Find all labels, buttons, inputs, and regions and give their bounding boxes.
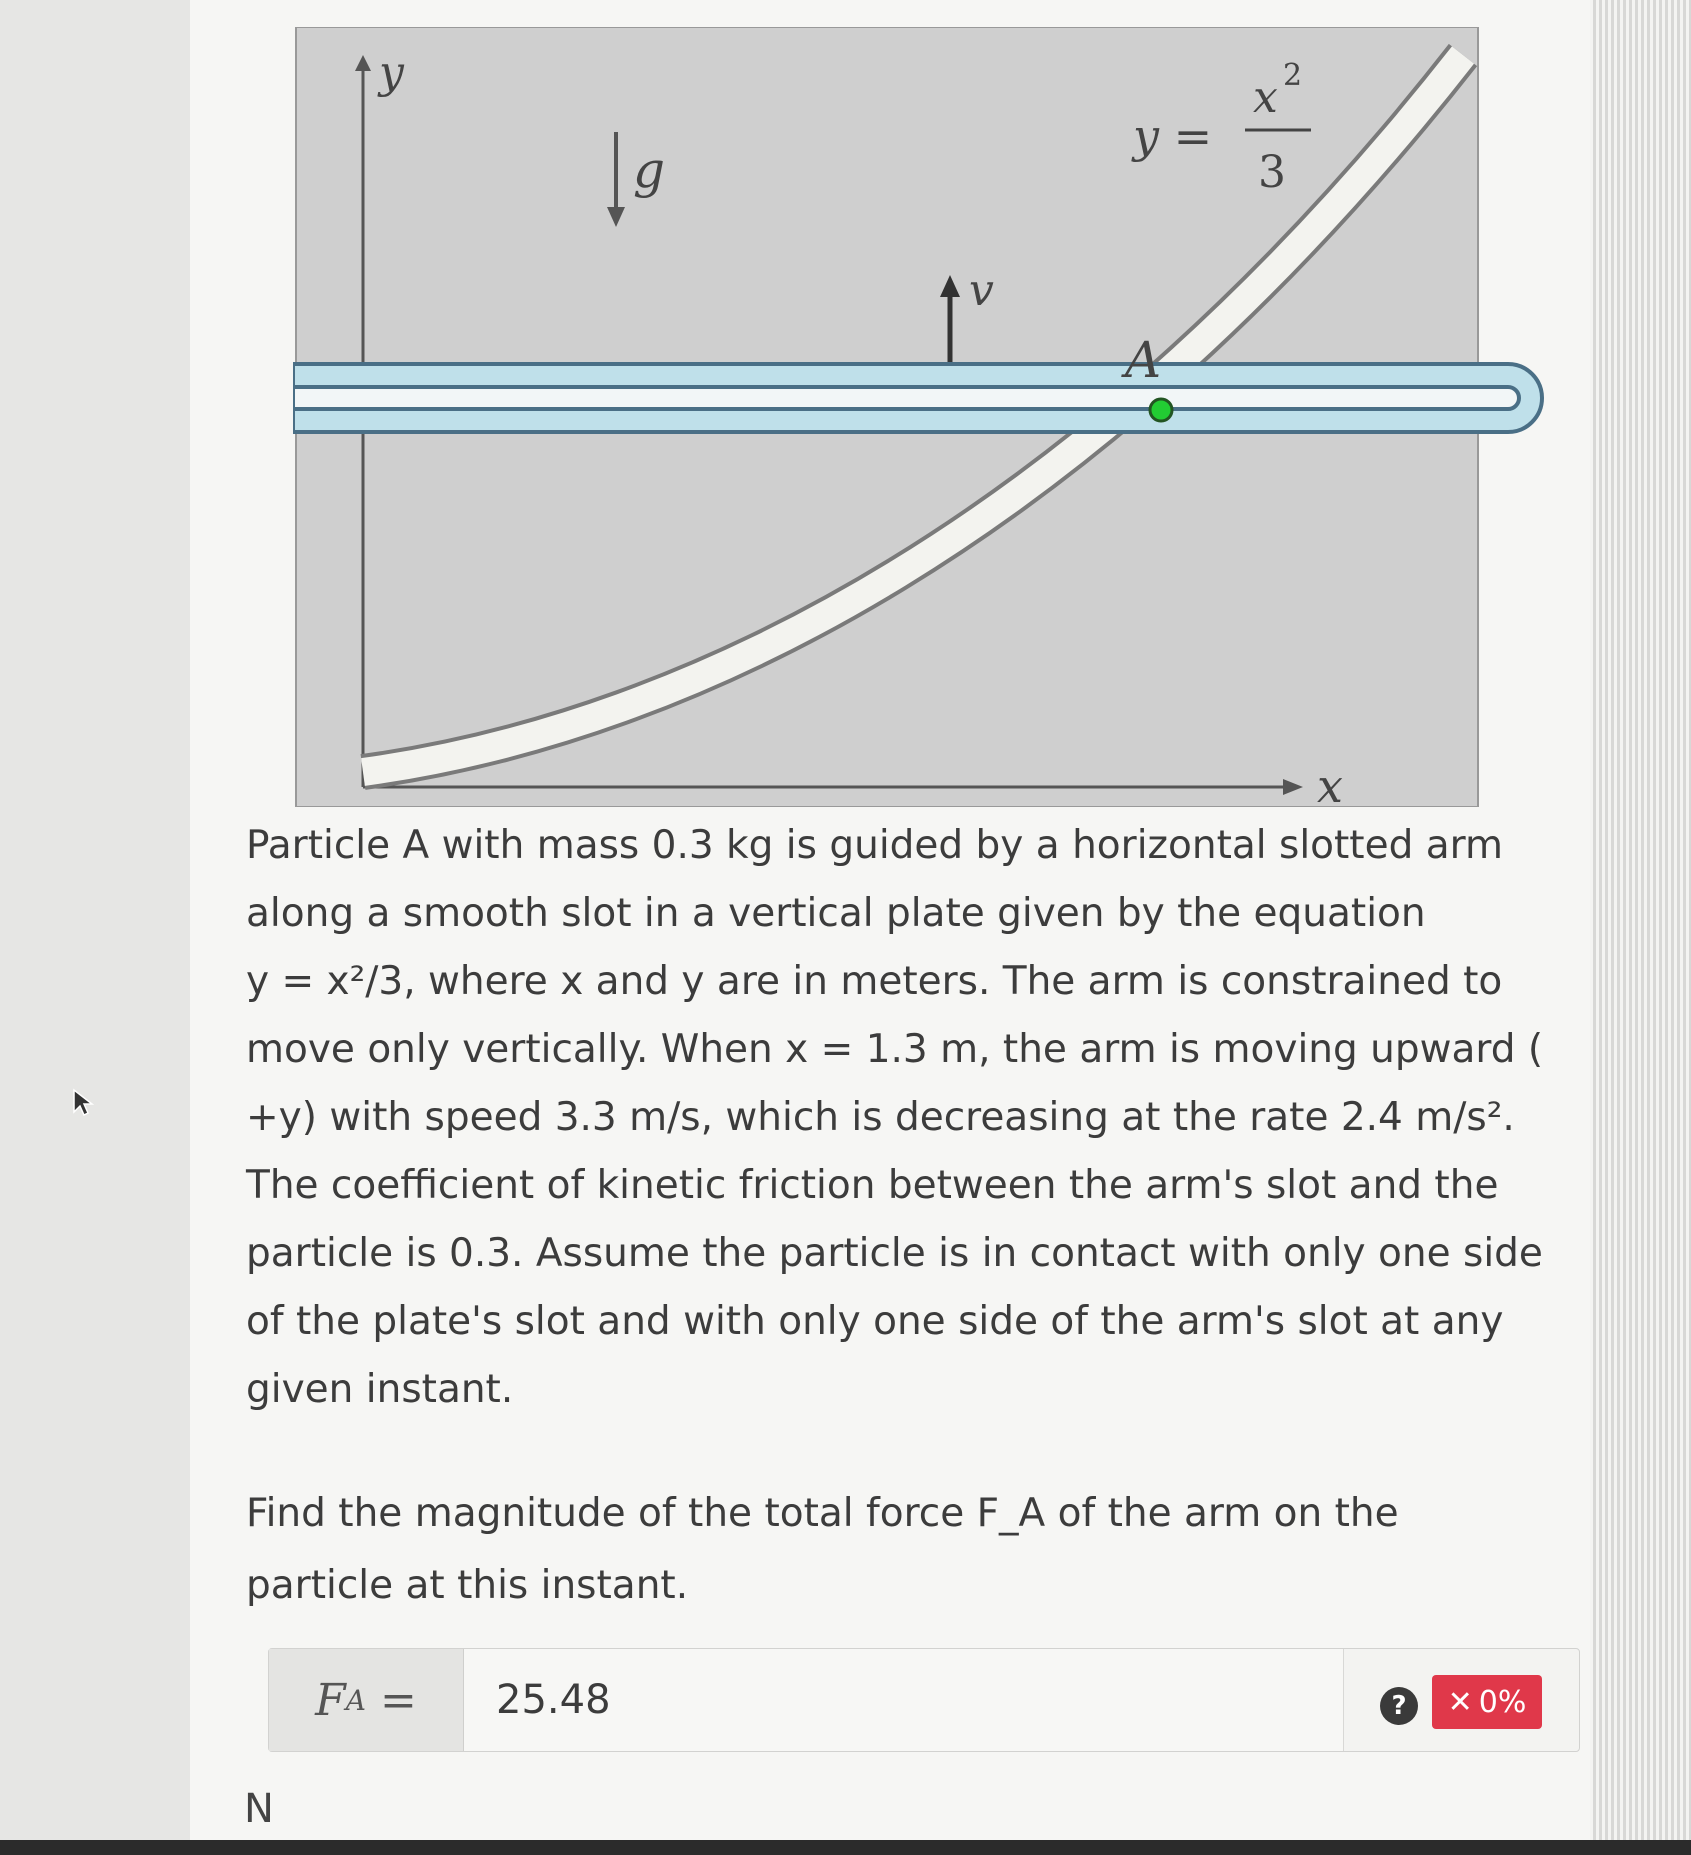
problem-line: along a smooth slot in a vertical plate given by the equation (246, 891, 1426, 936)
answer-units: N (244, 1786, 274, 1832)
answer-label (269, 1649, 464, 1751)
screen-moire-edge (1590, 0, 1691, 1855)
problem-statement (246, 812, 1586, 1432)
question-line: particle at this instant. (246, 1563, 689, 1608)
help-icon[interactable]: ? (1380, 1687, 1418, 1725)
score-badge (1432, 1675, 1542, 1729)
answer-label-equals: = (379, 1674, 417, 1726)
answer-row (268, 1648, 1580, 1752)
velocity-label: v (969, 265, 994, 316)
gravity-label: g (633, 141, 666, 199)
equation-exponent: 2 (1283, 58, 1303, 93)
x-axis-label: x (1317, 759, 1343, 807)
particle-a (1150, 399, 1172, 421)
problem-line: particle is 0.3. Assume the particle is in contact with only one side (246, 1231, 1543, 1276)
slotted-arm-diagram (293, 27, 1553, 807)
arm-slot (293, 387, 1519, 409)
problem-line: given instant. (246, 1367, 514, 1412)
problem-line: Particle A with mass 0.3 kg is guided by a horizontal slotted arm (246, 823, 1503, 868)
problem-line: move only vertically. When x = 1.3 m, the arm is moving upward ( (246, 1027, 1544, 1072)
equation-numerator: x (1253, 72, 1278, 123)
answer-label-subscript: A (345, 1683, 366, 1717)
problem-line: The coefficient of kinetic friction between the arm's slot and the (246, 1163, 1499, 1208)
particle-label: A (1125, 331, 1162, 389)
question-line: Find the magnitude of the total force F_A of the arm on the (246, 1491, 1399, 1536)
mouse-cursor-icon (72, 1088, 96, 1118)
y-axis-label: y (379, 47, 404, 98)
monitor-bezel (0, 1840, 1691, 1855)
answer-label-symbol: F (315, 1674, 346, 1726)
incorrect-icon: ✕ (1447, 1684, 1473, 1720)
score-percent: 0% (1478, 1684, 1527, 1720)
equation-lhs: y = (1133, 109, 1213, 163)
answer-input[interactable] (464, 1649, 1344, 1751)
problem-line: +y) with speed 3.3 m/s, which is decreasing at the rate 2.4 m/s². (246, 1095, 1515, 1140)
question-prompt (246, 1478, 1546, 1628)
problem-line: y = x²/3, where x and y are in meters. The arm is constrained to (246, 959, 1503, 1004)
equation-denominator: 3 (1258, 147, 1286, 198)
problem-line: of the plate's slot and with only one side of the arm's slot at any (246, 1299, 1504, 1344)
